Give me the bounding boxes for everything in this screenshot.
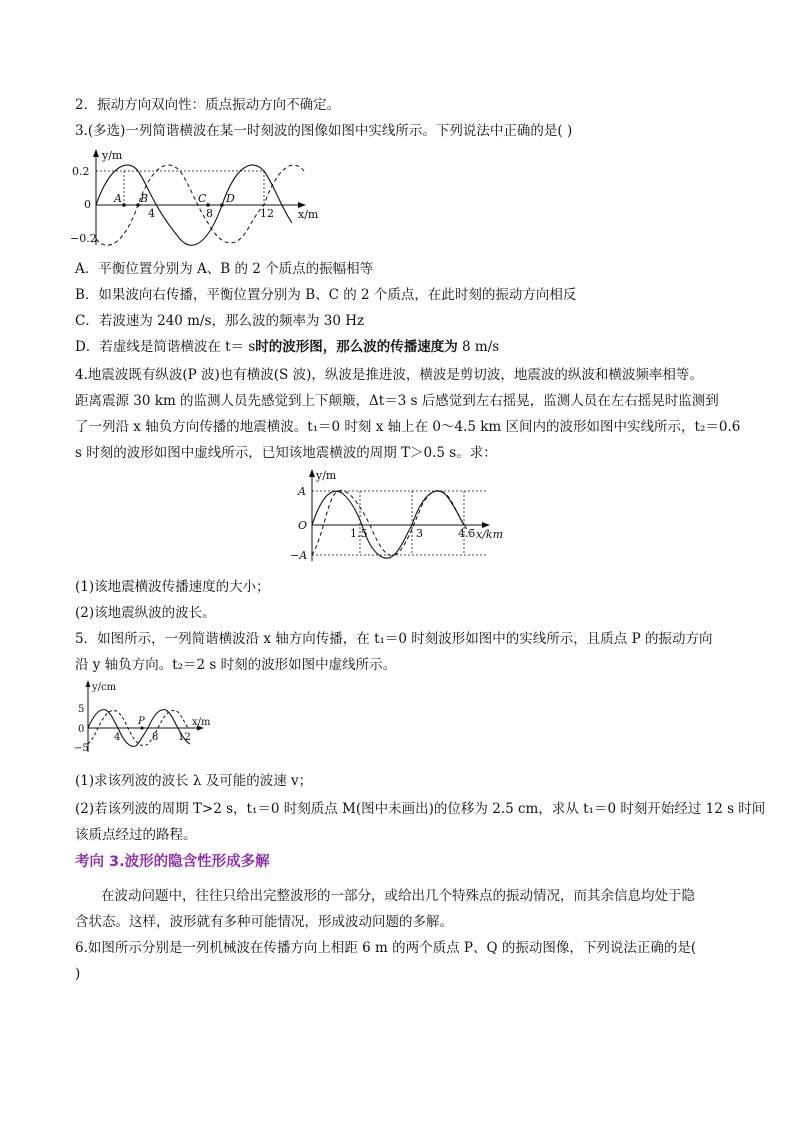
y-label: y/m xyxy=(316,469,337,482)
question-4-part2: (2)该地震纵波的波长。 xyxy=(75,605,216,621)
option-C: C．若波速为 240 m/s，那么波的频率为 30 Hz xyxy=(75,313,365,329)
x-tick-12: 12 xyxy=(178,732,191,743)
question-5-line1: 5．如图所示，一列简谐横波沿 x 轴方向传播，在 t₁＝0 时刻波形如图中的实线所示，且质点 P 的振动方向 xyxy=(75,631,713,647)
option-D-part3: 8 m/s xyxy=(457,339,500,355)
x-tick-8: 8 xyxy=(152,732,159,743)
option-B: B．如果波向右传播，平衡位置分别为 B、C 的 2 个质点，在此时刻的振动方向相反 xyxy=(75,287,577,303)
y-tick-bottom: −0.2 xyxy=(70,232,97,245)
y-tick-O: O xyxy=(298,519,308,532)
line-vibration-direction: 2．振动方向双向性：质点振动方向不确定。 xyxy=(75,97,341,113)
question-3-stem: 3.(多选)一列简谐横波在某一时刻波的图像如图中实线所示。下列说法中正确的是( ) xyxy=(75,123,573,139)
point-P: P xyxy=(138,716,145,727)
question-6-line1: 6.如图所示分别是一列机械波在传播方向上相距 6 m 的两个质点 P、Q 的振动图像，下列说法正确的是( xyxy=(75,940,697,956)
x-tick-4: 4 xyxy=(114,732,121,743)
option-A: A．平衡位置分别为 A、B 的 2 个质点的振幅相等 xyxy=(75,261,374,277)
question-5-line2: 沿 y 轴负方向。t₂＝2 s 时刻的波形如图中虚线所示。 xyxy=(75,657,397,673)
x-label: x/km xyxy=(476,528,504,541)
x-tick-3: 3 xyxy=(416,527,423,540)
point-D: D xyxy=(226,192,235,205)
question-5-part1: (1)求该列波的波长 λ 及可能的波速 v； xyxy=(75,773,313,789)
question-4-line1: 4.地震波既有纵波(P 波)也有横波(S 波)，纵波是推进波，横波是剪切波，地震波的纵波和横波频率相等。 xyxy=(75,367,703,383)
question-4-line2: 距离震源 30 km 的监测人员先感觉到上下颠簸，Δt＝3 s 后感觉到左右摇晃，监测人员在左右摇晃时监测到 xyxy=(75,393,719,409)
figure-3-wave-graph xyxy=(74,678,224,758)
x-tick-1.5: 1.5 xyxy=(350,527,368,540)
x-tick-12: 12 xyxy=(260,207,274,220)
paragraph-line2: 含状态。这样，波形就有多种可能情况，形成波动问题的多解。 xyxy=(75,914,453,930)
x-tick-4: 4 xyxy=(148,207,155,220)
y-tick-zero: 0 xyxy=(84,198,91,211)
option-D-part1: D．若虚线是简谐横波在 t＝ s xyxy=(75,339,256,355)
point-C: C xyxy=(198,192,207,205)
y-label: y/cm xyxy=(92,682,117,693)
y-label: y/m xyxy=(102,149,123,162)
y-tick-neg5: −5 xyxy=(74,743,89,754)
y-axis-arrow xyxy=(93,149,99,157)
point-A: A xyxy=(114,192,122,205)
question-4-line4: s 时刻的波形如图中虚线所示，已知该地震横波的周期 T＞0.5 s。求： xyxy=(75,445,497,461)
option-D-part2: 时的波形图，那么波的传播速度为 xyxy=(255,339,458,355)
section-heading-3: 考向 3.波形的隐含性形成多解 xyxy=(75,854,270,870)
question-5-part2: (2)若该列波的周期 T>2 s，t₁＝0 时刻质点 M(图中未画出)的位移为 2.5 cm，求从 t₁＝0 时刻开始经过 12 s 时间 xyxy=(75,801,766,817)
question-4-line3: 了一列沿 x 轴负方向传播的地震横波。t₁＝0 时刻 x 轴上在 0～4.5 km 区间内的波形如图中实线所示，t₂＝0.6 xyxy=(75,419,741,435)
y-tick-negA: −A xyxy=(290,549,308,562)
question-4-part1: (1)该地震横波传播速度的大小； xyxy=(75,579,270,595)
x-label: x/m xyxy=(298,208,319,221)
y-tick-5: 5 xyxy=(78,704,85,715)
x-label: x/m xyxy=(192,717,211,728)
y-tick-top: 0.2 xyxy=(72,165,90,178)
figure-1-wave-graph xyxy=(70,145,330,250)
figure-2-seismic-wave xyxy=(286,465,516,565)
x-tick-4.5: 4.5 xyxy=(458,527,476,540)
option-D xyxy=(75,337,499,357)
paragraph-line1: 在波动问题中，往往只给出完整波形的一部分，或给出几个特殊点的振动情况，而其余信息均处于隐 xyxy=(101,888,695,904)
dashed-wave xyxy=(312,490,472,555)
question-5-part2-cont: 该质点经过的路程。 xyxy=(75,827,197,843)
x-tick-8: 8 xyxy=(206,207,213,220)
y-tick-A: A xyxy=(298,485,306,498)
point-B: B xyxy=(140,192,149,205)
question-6-line2: ) xyxy=(75,966,81,982)
y-tick-0: 0 xyxy=(78,724,85,735)
